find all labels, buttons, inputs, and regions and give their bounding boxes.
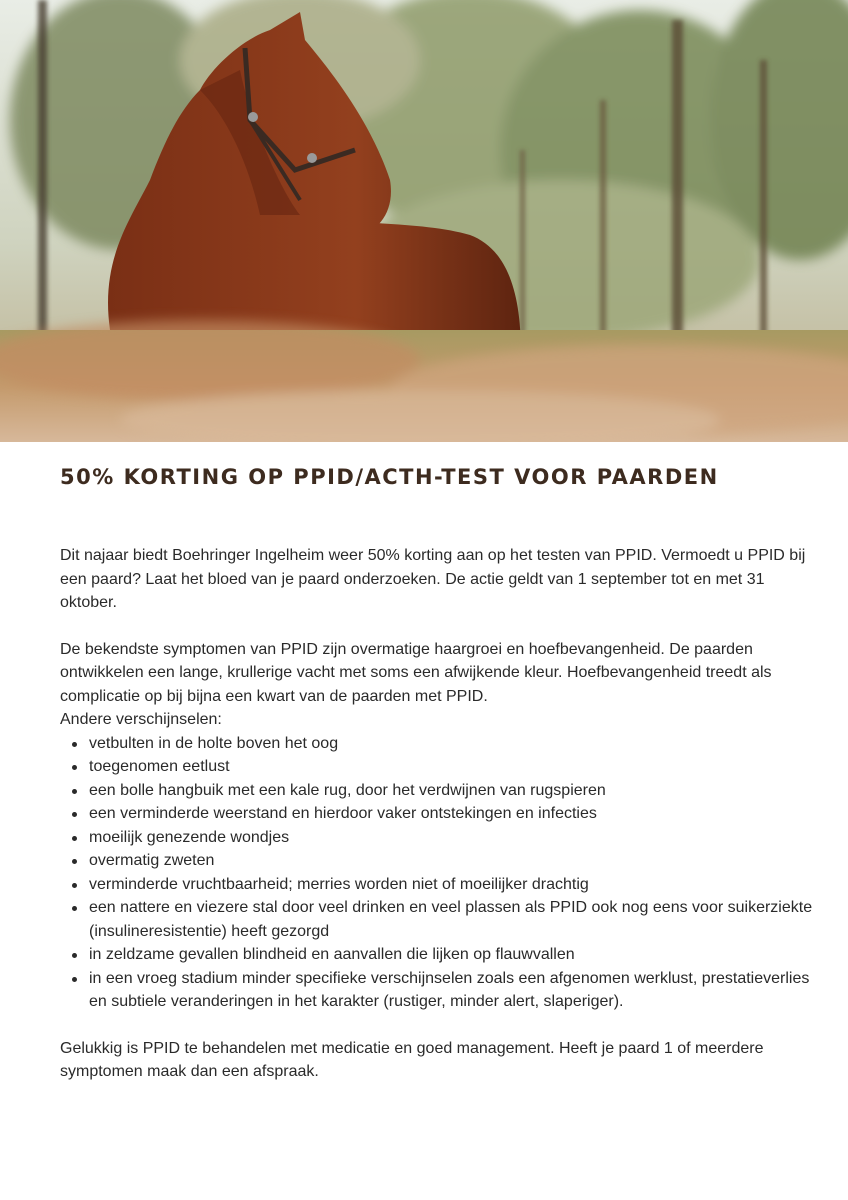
page-title: 50% KORTING OP PPID/ACTH-TEST VOOR PAARDEN (60, 465, 719, 489)
list-item: toegenomen eetlust (60, 755, 820, 779)
other-symptoms-list (60, 732, 820, 1014)
article (60, 460, 820, 1084)
list-item: moeilijk genezende wondjes (60, 826, 820, 850)
horse-photo-illustration (0, 0, 848, 442)
list-item: vetbulten in de holte boven het oog (60, 732, 820, 756)
list-item: in zeldzame gevallen blindheid en aanvallen die lijken op flauwvallen (60, 943, 820, 967)
list-item: verminderde vruchtbaarheid; merries worden niet of moeilijker drachtig (60, 873, 820, 897)
list-item: overmatig zweten (60, 849, 820, 873)
closing-paragraph: Gelukkig is PPID te behandelen met medicatie en goed management. Heeft je paard 1 of meerdere symptomen maak dan een afspraak. (60, 1039, 764, 1080)
other-symptoms-heading: Andere verschijnselen: (60, 711, 222, 728)
list-item: een verminderde weerstand en hierdoor vaker ontstekingen en infecties (60, 802, 820, 826)
symptoms-paragraph: De bekendste symptomen van PPID zijn overmatige haargroei en hoefbevangenheid. De paarden ontwikkelen een lange, krullerige vacht met soms een afwijkende kleur. Hoefbevangenheid treedt als complicatie op bij bijna een kwart van de paarden met PPID. (60, 640, 772, 705)
header-photo (0, 0, 848, 442)
intro-paragraph: Dit najaar biedt Boehringer Ingelheim weer 50% korting aan op het testen van PPID. Vermoedt u PPID bij een paard? Laat het bloed van je paard onderzoeken. De actie geldt van 1 september tot en met 31 oktober. (60, 547, 806, 611)
list-item: een bolle hangbuik met een kale rug, door het verdwijnen van rugspieren (60, 779, 820, 803)
list-item: in een vroeg stadium minder specifieke verschijnselen zoals een afgenomen werklust, prestatieverlies en subtiele veranderingen in het karakter (rustiger, minder alert, slaperiger). (60, 967, 820, 1014)
list-item: een nattere en viezere stal door veel drinken en veel plassen als PPID ook nog eens voor suikerziekte (insulineresistentie) heeft gezorgd (60, 896, 820, 943)
